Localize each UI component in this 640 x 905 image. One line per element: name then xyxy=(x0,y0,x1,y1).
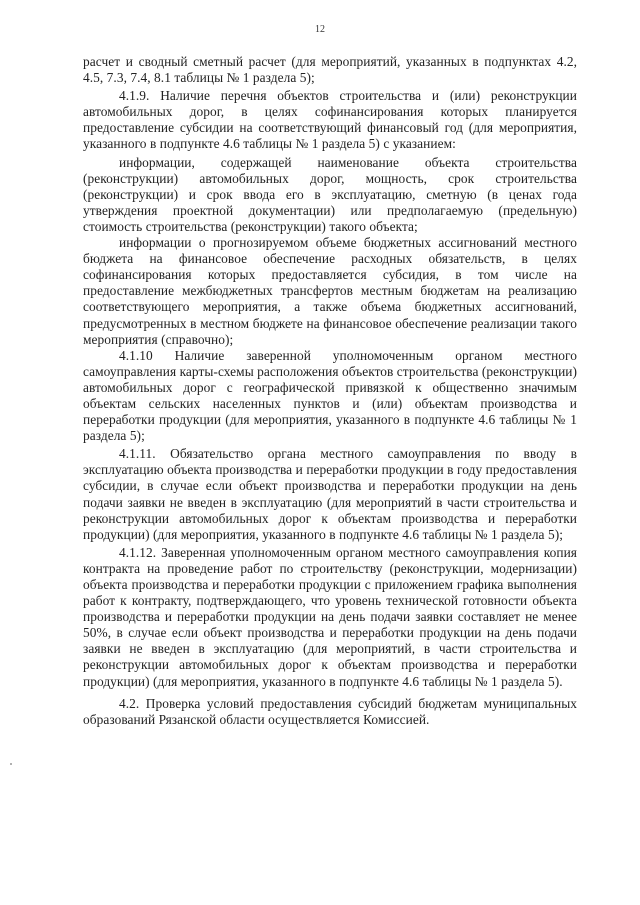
paragraph-4-1-12: 4.1.12. Заверенная уполномоченным органом местного самоуправления копия контракта на проведение работ по строительству (реконструкции, модернизации) объекта производства и переработки продукции с приложением графика выполнения работ к контракту, подтверждающего, что уровень технической готовности объекта производства и переработки продукции на день подачи заявки составляет не менее 50%, в случае если объект производства и переработки продукции на день подачи заявки не введен в эксплуатацию (для мероприятий, в части строительства и реконструкции автомобильных дорог к объектам производства и переработки продукции) (для мероприятия, указанного в подпункте 4.6 таблицы № 1 раздела 5). xyxy=(83,544,577,689)
page-number: 12 xyxy=(315,24,325,35)
document-body xyxy=(83,54,577,728)
scan-speck xyxy=(10,763,12,765)
paragraph-4-1-11: 4.1.11. Обязательство органа местного самоуправления по вводу в эксплуатацию объекта производства и переработки продукции в году предоставления субсидии, в случае если объект производства и переработки продукции на день подачи заявки не введен в эксплуатацию (для мероприятий в части строительства и реконструкции автомобильных дорог к объектам производства и переработки продукции) (для мероприятия, указанного в подпункте 4.6 таблицы № 1 раздела 5); xyxy=(83,446,577,542)
paragraph-4-2: 4.2. Проверка условий предоставления субсидий бюджетам муниципальных образований Рязанской области осуществляется Комиссией. xyxy=(83,695,577,727)
paragraph-object-info: информации, содержащей наименование объекта строительства (реконструкции) автомобильных дорог, мощность, срок строительства (реконструкции) и срок ввода его в эксплуатацию, сметную (в ценах года утверждения проектной документации) или предполагаемую (предельную) стоимость строительства (реконструкции) такого объекта; xyxy=(83,154,577,234)
paragraph-budget-info: информации о прогнозируемом объеме бюджетных ассигнований местного бюджета на финансовое обеспечение расходных обязательств, в целях софинансирования которых предоставляется субсидия, в том числе на предоставление межбюджетных трансфертов местным бюджетам на реализацию соответствующего мероприятия, а также объема бюджетных ассигнований, предусмотренных в местном бюджете на финансовое обеспечение реализации такого мероприятия (справочно); xyxy=(83,235,577,347)
paragraph-4-1-9: 4.1.9. Наличие перечня объектов строительства и (или) реконструкции автомобильных дорог, в целях софинансирования которых планируется предоставление субсидии на соответствующий финансовый год (для мероприятия, указанного в подпункте 4.6 таблицы № 1 раздела 5) с указанием: xyxy=(83,88,577,152)
paragraph-continuation: расчет и сводный сметный расчет (для мероприятий, указанных в подпунктах 4.2, 4.5, 7.3, 7.4, 8.1 таблицы № 1 раздела 5); xyxy=(83,54,577,86)
paragraph-4-1-10: 4.1.10 Наличие заверенной уполномоченным органом местного самоуправления карты-схемы расположения объектов строительства (реконструкции) автомобильных дорог с географической привязкой к общественно значимым объектам сельских населенных пунктов и (или) объектам производства и переработки продукции (для мероприятия, указанного в подпункте 4.6 таблицы № 1 раздела 5); xyxy=(83,347,578,444)
